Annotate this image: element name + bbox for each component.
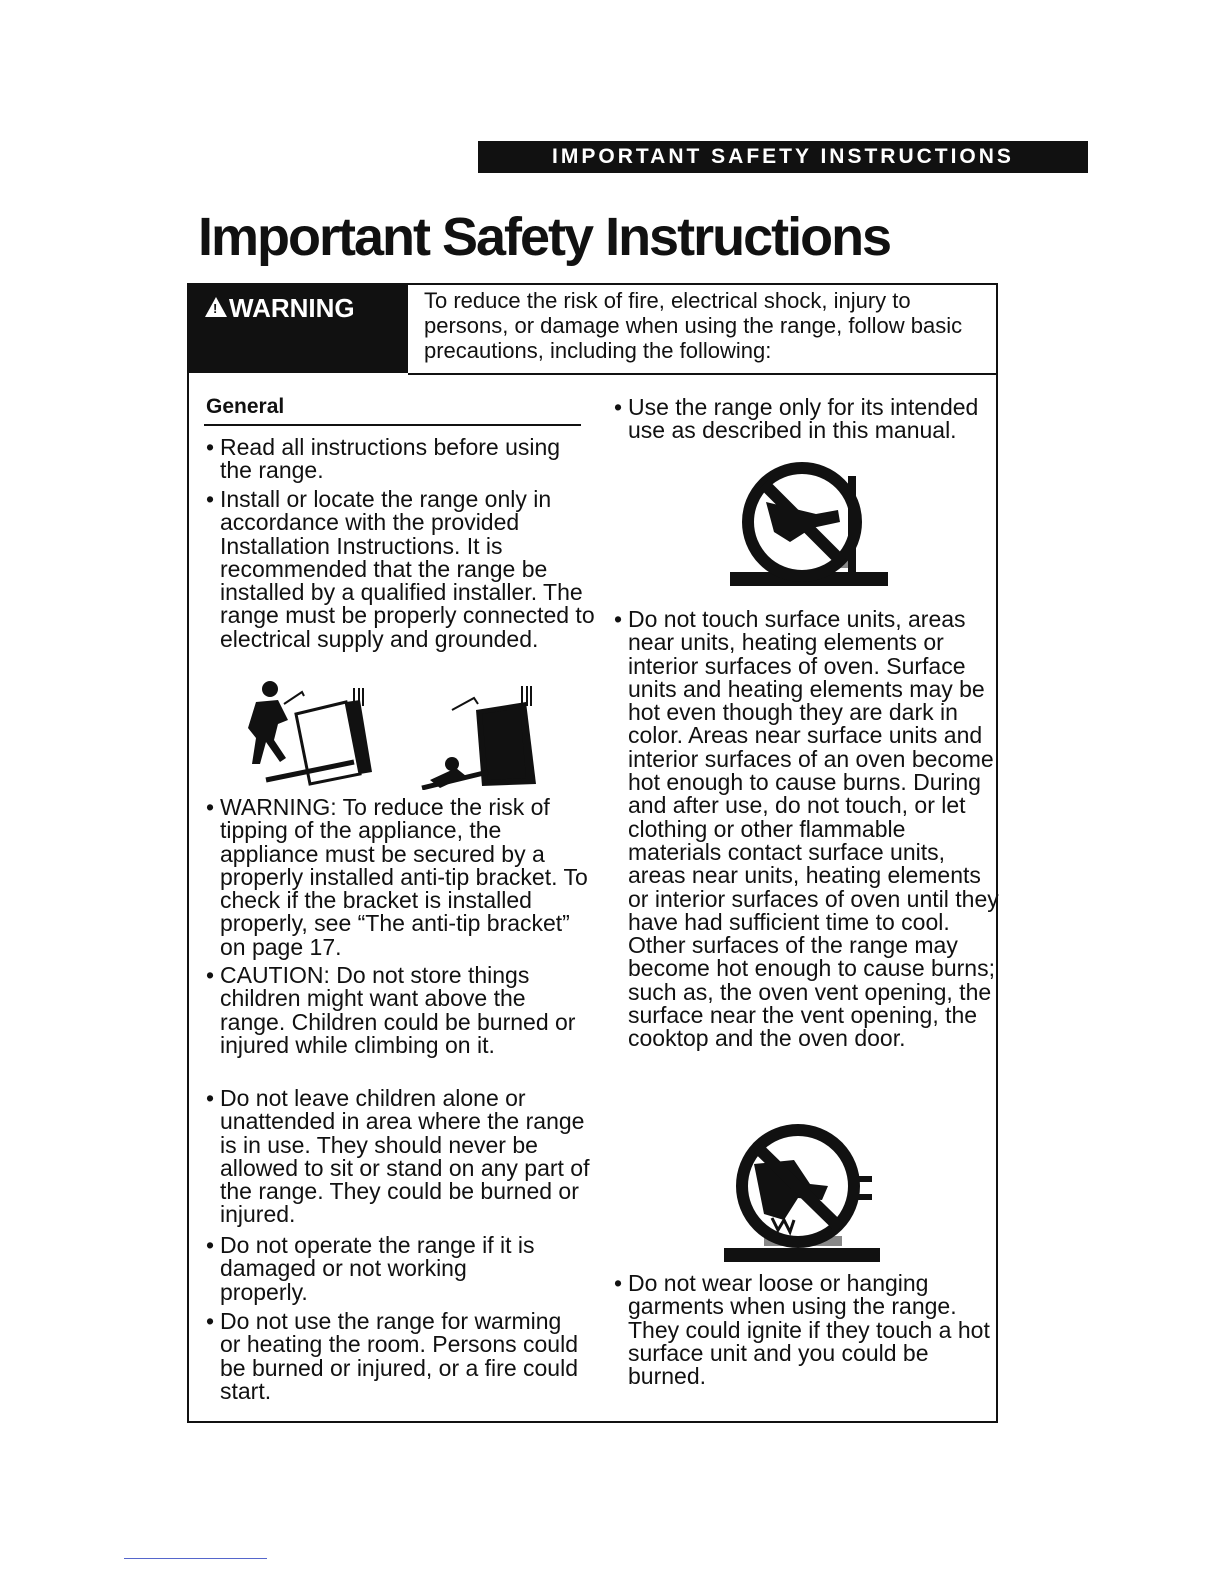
list-item-text: CAUTION: Do not store things children might want above the range. Children could be burned or injured while climbing on it.	[220, 962, 576, 1058]
warning-box	[187, 283, 408, 373]
list-item	[206, 796, 600, 959]
range-tipping-illustration	[226, 680, 556, 790]
bullet-dot: •	[206, 1308, 215, 1334]
list-item-text: Use the range only for its intended use as described in this manual.	[628, 394, 979, 444]
list-item	[614, 396, 998, 443]
section-title-general: General	[206, 395, 285, 418]
divider	[408, 373, 998, 375]
bullet-dot: •	[614, 394, 623, 420]
warning-text: To reduce the risk of fire, electrical shock, injury to persons, or damage when using the range, follow basic precautions, including the following:	[424, 288, 963, 363]
list-item-text: Do not leave children alone or unattended in area where the range is in use. They should never be allowed to sit or stand on any part of the range. They could be burned or injured.	[220, 1085, 590, 1228]
warning-label: WARNING	[229, 293, 355, 323]
warning-triangle-icon	[205, 297, 227, 317]
bullet-dot: •	[614, 606, 623, 632]
list-item	[206, 1310, 580, 1403]
divider	[204, 424, 581, 426]
no-loose-clothing-icon	[724, 1124, 884, 1266]
bullet-dot: •	[206, 486, 215, 512]
page-edge-line	[124, 1558, 267, 1559]
list-item-text: WARNING: To reduce the risk of tipping of the appliance, the appliance must be secured by a properly installed anti-tip bracket. To check if the bracket is installed properly, see “The anti-tip bracket” on page 17.	[220, 794, 588, 960]
list-item	[614, 608, 1004, 1051]
list-item	[206, 964, 590, 1057]
list-item	[206, 488, 600, 651]
list-item-text: Install or locate the range only in accordance with the provided Installation Instructions. It is recommended that the range be installed by a qualified installer. The range must be properly connected to electrical supply and grounded.	[220, 486, 595, 652]
bullet-dot: •	[614, 1270, 623, 1296]
list-item	[614, 1272, 998, 1388]
bullet-dot: •	[206, 1232, 215, 1258]
header-banner: IMPORTANT SAFETY INSTRUCTIONS	[478, 141, 1088, 173]
list-item	[206, 436, 580, 483]
list-item-text: Do not touch surface units, areas near units, heating elements or interior surfaces of oven. Surface units and heating elements may be hot even though they are dark in color. Areas near surface units and interior surfaces of an oven become hot enough to cause burns. During and after use, do not touch, or let clothing or other flammable materials contact surface units, areas near units, heating elements or interior surfaces of oven until they have had sufficient time to cool. Other surfaces of the range may become hot enough to cause burns; such as, the oven vent opening, the surface near the vent opening, the cooktop and the oven door.	[628, 606, 999, 1052]
bullet-dot: •	[206, 434, 215, 460]
list-item-text: Do not operate the range if it is damaged or not working properly.	[220, 1232, 535, 1305]
bullet-dot: •	[206, 962, 215, 988]
list-item	[206, 1087, 590, 1227]
page-title: Important Safety Instructions	[198, 207, 891, 267]
list-item-text: Read all instructions before using the range.	[220, 434, 561, 484]
bullet-dot: •	[206, 1085, 215, 1111]
no-touch-hot-surface-icon	[730, 462, 890, 590]
list-item-text: Do not use the range for warming or heating the room. Persons could be burned or injured, or a fire could start.	[220, 1308, 578, 1404]
list-item-text: Do not wear loose or hanging garments when using the range. They could ignite if they touch a hot surface unit and you could be burned.	[628, 1270, 990, 1390]
list-item	[206, 1234, 560, 1304]
bullet-dot: •	[206, 794, 215, 820]
